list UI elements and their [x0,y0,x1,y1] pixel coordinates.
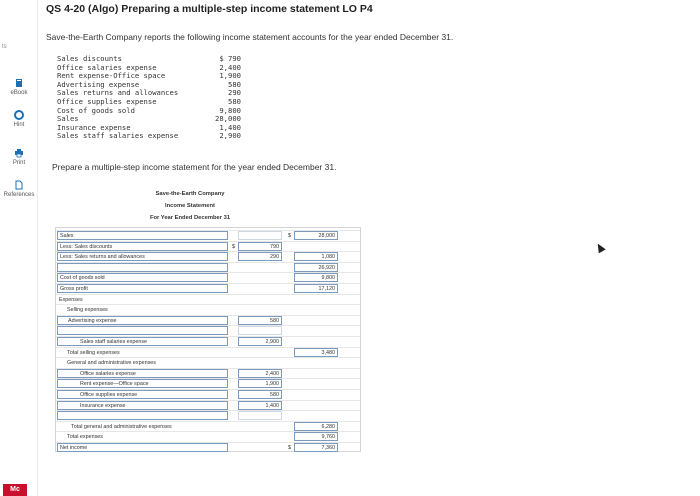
statement-row [56,400,360,410]
statement-row-label: Expenses [59,296,83,303]
sidebar-item-label: eBook [10,90,28,96]
question-intro: Save-the-Earth Company reports the following income statement accounts for the year ended December 31. [46,32,454,42]
accounts-list [57,55,241,141]
amount-input-col2[interactable]: 9,760 [294,432,338,441]
statement-row-label[interactable]: Office supplies expense [57,390,228,399]
sidebar-item-label: References [3,192,35,198]
account-amount: 1,900 [219,71,241,81]
account-name: Sales staff salaries expense [57,131,179,141]
amount-input-col1[interactable]: 2,900 [238,337,282,346]
statement-row [56,262,360,272]
mouse-cursor-icon [594,242,605,254]
sidebar-item-hint[interactable] [0,110,38,128]
amount-input-col1[interactable] [238,231,282,240]
amount-input-col1[interactable]: 580 [238,390,282,399]
statement-row [56,241,360,251]
statement-row-label[interactable]: Sales staff salaries expense [57,337,228,346]
statement-row [56,336,360,346]
sidebar-top-label: ts [2,44,7,50]
amount-input-col1[interactable]: 2,400 [238,369,282,378]
statement-row-label: Total general and administrative expenses [71,423,172,430]
sidebar-item-ebook[interactable] [0,78,38,96]
question-title: QS 4-20 (Algo) Preparing a multiple-step income statement LO P4 [46,3,373,15]
statement-row-label[interactable]: Less: Sales returns and allowances [57,252,228,261]
account-name: Insurance expense [57,122,131,132]
statement-row [56,347,360,357]
statement-row-label[interactable] [57,411,228,420]
sidebar-item-label: Hint [13,122,25,128]
statement-row-label[interactable] [57,263,228,272]
statement-row [56,421,360,431]
amount-input-col2[interactable]: 17,120 [294,284,338,293]
statement-company: Save-the-Earth Company [155,191,225,197]
lifebuoy-icon [14,110,24,120]
publisher-logo: Mc [3,484,27,496]
left-sidebar [0,0,38,496]
statement-row [56,230,360,240]
statement-row-label: Selling expenses [67,307,108,314]
statement-row [56,410,360,420]
statement-row-label[interactable]: Net income [57,443,228,452]
account-name: Sales [57,114,79,124]
account-amount: 580 [228,96,241,106]
amount-input-col1[interactable] [238,411,282,420]
statement-row-label[interactable]: Office salaries expense [57,369,228,378]
account-row [57,107,241,116]
statement-period: For Year Ended December 31 [149,215,231,221]
statement-row [56,272,360,282]
statement-row [56,294,360,304]
statement-row-label[interactable] [57,326,228,335]
amount-input-col1[interactable]: 580 [238,316,282,325]
book-icon [14,78,24,88]
statement-row [56,378,360,388]
statement-row-label: Total selling expenses [67,349,120,356]
statement-row [56,357,360,367]
amount-input-col2[interactable]: 26,920 [294,263,338,272]
document-icon [14,180,24,190]
statement-row [56,389,360,399]
amount-input-col1[interactable]: 790 [238,242,282,251]
amount-input-col2[interactable]: 28,000 [294,231,338,240]
account-amount: 580 [228,79,241,89]
sidebar-item-label: Print [12,160,26,166]
account-name: Sales returns and allowances [57,88,179,98]
account-amount: 290 [228,88,241,98]
account-amount: 2,400 [219,62,241,72]
statement-name: Income Statement [165,203,215,209]
task-prompt: Prepare a multiple-step income statement for the year ended December 31. [52,162,337,172]
statement-row [56,442,360,452]
printer-icon [14,148,24,158]
account-name: Advertising expense [57,79,140,89]
statement-row-label[interactable]: Gross profit [57,284,228,293]
statement-row-label[interactable]: Sales [57,231,228,240]
statement-row [56,368,360,378]
currency-symbol: $ [288,445,291,451]
account-amount: 1,400 [219,122,241,132]
statement-row-label: Total expenses [67,434,103,441]
statement-row [56,431,360,441]
amount-input-col1[interactable]: 290 [238,252,282,261]
currency-symbol: $ [288,233,291,239]
account-amount: 2,900 [219,131,241,141]
account-amount: 9,800 [219,105,241,115]
statement-row [56,325,360,335]
currency-symbol: $ [232,243,235,250]
statement-row [56,251,360,261]
amount-input-col1[interactable] [238,326,282,335]
amount-input-col2[interactable]: 7,360 [294,443,338,452]
account-amount: $ 790 [219,54,241,63]
statement-row-label[interactable]: Advertising expense [57,316,228,325]
statement-row [56,283,360,293]
account-row [57,132,241,141]
statement-row-label[interactable]: Less: Sales discounts [57,242,228,251]
amount-input-col1[interactable]: 1,400 [238,401,282,410]
sidebar-item-print[interactable] [0,148,38,166]
amount-input-col2[interactable]: 1,080 [294,252,338,261]
statement-row-label[interactable]: Insurance expense [57,401,228,410]
statement-row [56,304,360,314]
statement-row-label: General and administrative expenses [67,360,156,367]
account-name: Cost of goods sold [57,105,135,115]
income-statement-form [55,227,361,452]
account-name: Sales discounts [57,54,122,63]
account-name: Office supplies expense [57,96,157,106]
sidebar-item-references[interactable] [0,180,38,198]
statement-row-label[interactable]: Rent expense—Office space [57,379,228,388]
statement-row [56,315,360,325]
amount-input-col2[interactable]: 6,280 [294,422,338,431]
statement-row-label[interactable]: Cost of goods sold [57,273,228,282]
account-name: Office salaries expense [57,62,157,72]
account-name: Rent expense-Office space [57,71,166,81]
amount-input-col2[interactable]: 3,480 [294,348,338,357]
amount-input-col2[interactable]: 9,800 [294,273,338,282]
account-amount: 28,000 [215,114,241,124]
amount-input-col1[interactable]: 1,900 [238,379,282,388]
